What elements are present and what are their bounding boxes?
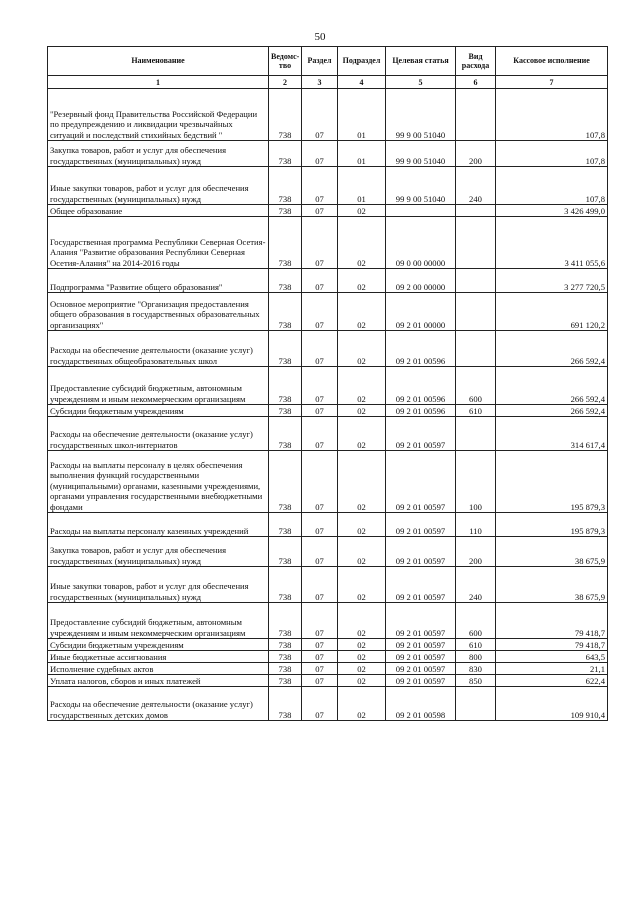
row-name-cell: Субсидии бюджетным учреждениям [48,405,269,417]
row-target-article-cell: 09 2 01 00598 [386,687,456,721]
column-number: 4 [338,76,386,89]
row-section-cell: 07 [302,417,338,451]
row-amount-cell: 314 617,4 [496,417,608,451]
row-subsection-cell: 02 [338,331,386,367]
row-section-cell: 07 [302,367,338,405]
table-row [48,205,608,217]
row-target-article-cell: 09 2 01 00597 [386,651,456,663]
row-name-cell: Иные закупки товаров, работ и услуг для обеспечения государственных (муниципальных) нужд [48,567,269,603]
table-row [48,417,608,451]
row-section-cell: 07 [302,537,338,567]
row-name-cell: Государственная программа Республики Северная Осетия-Алания "Развитие образования Республики Северная Осетия-Алания" на 2014-2016 годы [48,217,269,269]
table-row [48,687,608,721]
row-target-article-cell: 99 9 00 51040 [386,89,456,141]
header-cash-execution: Кассовое исполнение [496,47,608,76]
row-department-cell: 738 [269,675,302,687]
row-section-cell: 07 [302,687,338,721]
row-expense-type-cell: 240 [456,167,496,205]
row-subsection-cell: 02 [338,651,386,663]
row-section-cell: 07 [302,603,338,639]
column-number: 1 [48,76,269,89]
table-row [48,367,608,405]
row-expense-type-cell: 830 [456,663,496,675]
row-section-cell: 07 [302,89,338,141]
row-subsection-cell: 02 [338,687,386,721]
row-amount-cell: 3 411 055,6 [496,217,608,269]
row-amount-cell: 107,8 [496,141,608,167]
row-name-cell: Расходы на выплаты персоналу казенных учреждений [48,513,269,537]
row-subsection-cell: 02 [338,205,386,217]
row-department-cell: 738 [269,205,302,217]
column-number: 7 [496,76,608,89]
header-section: Раздел [302,47,338,76]
row-name-cell: Иные закупки товаров, работ и услуг для обеспечения государственных (муниципальных) нужд [48,167,269,205]
row-subsection-cell: 02 [338,603,386,639]
row-target-article-cell: 09 2 01 00597 [386,603,456,639]
row-expense-type-cell: 850 [456,675,496,687]
row-amount-cell: 195 879,3 [496,513,608,537]
row-department-cell: 738 [269,513,302,537]
row-amount-cell: 266 592,4 [496,367,608,405]
row-subsection-cell: 01 [338,141,386,167]
row-expense-type-cell: 240 [456,567,496,603]
row-subsection-cell: 02 [338,217,386,269]
row-target-article-cell: 09 2 01 00597 [386,567,456,603]
table-row [48,269,608,293]
row-section-cell: 07 [302,269,338,293]
row-name-cell: Общее образование [48,205,269,217]
page-number: 50 [314,31,326,43]
row-expense-type-cell: 800 [456,651,496,663]
row-amount-cell: 195 879,3 [496,451,608,513]
row-subsection-cell: 02 [338,663,386,675]
row-department-cell: 738 [269,639,302,651]
row-expense-type-cell: 610 [456,639,496,651]
row-name-cell: Расходы на обеспечение деятельности (оказание услуг) государственных школ-интернатов [48,417,269,451]
table-row [48,451,608,513]
row-amount-cell: 21,1 [496,663,608,675]
row-expense-type-cell [456,89,496,141]
row-section-cell: 07 [302,567,338,603]
row-section-cell: 07 [302,451,338,513]
row-subsection-cell: 02 [338,639,386,651]
row-department-cell: 738 [269,89,302,141]
column-number: 3 [302,76,338,89]
table-row [48,167,608,205]
row-amount-cell: 622,4 [496,675,608,687]
column-number: 2 [269,76,302,89]
row-expense-type-cell: 610 [456,405,496,417]
row-name-cell: Закупка товаров, работ и услуг для обеспечения государственных (муниципальных) нужд [48,537,269,567]
row-name-cell: Предоставление субсидий бюджетным, автономным учреждениям и иным некоммерческим организациям [48,603,269,639]
row-subsection-cell: 02 [338,293,386,331]
row-expense-type-cell [456,293,496,331]
row-amount-cell: 266 592,4 [496,331,608,367]
row-department-cell: 738 [269,405,302,417]
row-expense-type-cell: 200 [456,141,496,167]
table-row [48,89,608,141]
row-target-article-cell: 99 9 00 51040 [386,141,456,167]
row-subsection-cell: 02 [338,367,386,405]
row-section-cell: 07 [302,217,338,269]
row-target-article-cell: 09 2 01 00000 [386,293,456,331]
header-expense-type: Вид расхода [456,47,496,76]
row-target-article-cell: 09 0 00 00000 [386,217,456,269]
table-row [48,675,608,687]
row-expense-type-cell [456,687,496,721]
row-department-cell: 738 [269,537,302,567]
row-target-article-cell: 09 2 00 00000 [386,269,456,293]
row-target-article-cell: 09 2 01 00597 [386,663,456,675]
row-expense-type-cell: 600 [456,603,496,639]
row-section-cell: 07 [302,331,338,367]
row-target-article-cell: 09 2 01 00597 [386,675,456,687]
table-row [48,603,608,639]
row-name-cell: Основное мероприятие "Организация предоставления общего образования в государственных образовательных организациях" [48,293,269,331]
row-department-cell: 738 [269,451,302,513]
table-body [48,89,608,721]
row-target-article-cell: 09 2 01 00596 [386,367,456,405]
column-number: 5 [386,76,456,89]
table-row [48,639,608,651]
row-department-cell: 738 [269,217,302,269]
header-target-article: Целевая статья [386,47,456,76]
row-amount-cell: 266 592,4 [496,405,608,417]
row-department-cell: 738 [269,567,302,603]
row-department-cell: 738 [269,603,302,639]
row-section-cell: 07 [302,651,338,663]
row-section-cell: 07 [302,513,338,537]
row-subsection-cell: 01 [338,167,386,205]
row-amount-cell: 3 277 720,5 [496,269,608,293]
row-subsection-cell: 02 [338,451,386,513]
row-amount-cell: 691 120,2 [496,293,608,331]
row-name-cell: Расходы на обеспечение деятельности (оказание услуг) государственных детских домов [48,687,269,721]
row-expense-type-cell: 600 [456,367,496,405]
row-amount-cell: 643,5 [496,651,608,663]
row-amount-cell: 38 675,9 [496,537,608,567]
row-amount-cell: 79 418,7 [496,603,608,639]
header-subsection: Подраздел [338,47,386,76]
row-name-cell: Предоставление субсидий бюджетным, автономным учреждениям и иным некоммерческим организациям [48,367,269,405]
row-expense-type-cell: 100 [456,451,496,513]
row-subsection-cell: 02 [338,513,386,537]
row-department-cell: 738 [269,417,302,451]
row-name-cell: Субсидии бюджетным учреждениям [48,639,269,651]
row-amount-cell: 3 426 499,0 [496,205,608,217]
row-name-cell: Подпрограмма "Развитие общего образования" [48,269,269,293]
row-department-cell: 738 [269,651,302,663]
row-section-cell: 07 [302,405,338,417]
row-department-cell: 738 [269,687,302,721]
table-row [48,217,608,269]
row-department-cell: 738 [269,141,302,167]
row-department-cell: 738 [269,167,302,205]
row-name-cell: Иные бюджетные ассигнования [48,651,269,663]
row-target-article-cell: 09 2 01 00596 [386,331,456,367]
row-name-cell: Расходы на выплаты персоналу в целях обеспечения выполнения функций государственными (муниципальными) органами, казенными учреждениями, органами управления государственными внебюджетными фондами [48,451,269,513]
header-name: Наименование [48,47,269,76]
row-section-cell: 07 [302,141,338,167]
row-expense-type-cell [456,331,496,367]
row-subsection-cell: 02 [338,269,386,293]
row-section-cell: 07 [302,663,338,675]
table-row [48,293,608,331]
table-row [48,663,608,675]
row-name-cell: Закупка товаров, работ и услуг для обеспечения государственных (муниципальных) нужд [48,141,269,167]
table-row [48,331,608,367]
header-department: Ведомс-тво [269,47,302,76]
row-subsection-cell: 01 [338,89,386,141]
row-amount-cell: 38 675,9 [496,567,608,603]
row-name-cell: Исполнение судебных актов [48,663,269,675]
column-number: 6 [456,76,496,89]
row-target-article-cell: 09 2 01 00597 [386,639,456,651]
row-amount-cell: 109 910,4 [496,687,608,721]
row-section-cell: 07 [302,293,338,331]
row-expense-type-cell [456,269,496,293]
row-target-article-cell: 99 9 00 51040 [386,167,456,205]
table-row [48,567,608,603]
row-target-article-cell: 09 2 01 00597 [386,537,456,567]
row-subsection-cell: 02 [338,417,386,451]
row-department-cell: 738 [269,269,302,293]
row-target-article-cell: 09 2 01 00597 [386,451,456,513]
row-expense-type-cell [456,205,496,217]
row-subsection-cell: 02 [338,537,386,567]
row-section-cell: 07 [302,675,338,687]
table-row [48,537,608,567]
row-amount-cell: 107,8 [496,167,608,205]
row-target-article-cell: 09 2 01 00597 [386,417,456,451]
row-expense-type-cell: 200 [456,537,496,567]
row-subsection-cell: 02 [338,567,386,603]
column-number-row [48,76,608,89]
row-name-cell: Уплата налогов, сборов и иных платежей [48,675,269,687]
row-subsection-cell: 02 [338,405,386,417]
row-subsection-cell: 02 [338,675,386,687]
row-target-article-cell: 09 2 01 00597 [386,513,456,537]
table-row [48,651,608,663]
row-amount-cell: 107,8 [496,89,608,141]
row-target-article-cell: 09 2 01 00596 [386,405,456,417]
row-expense-type-cell [456,417,496,451]
row-section-cell: 07 [302,205,338,217]
row-department-cell: 738 [269,293,302,331]
table-row [48,405,608,417]
row-department-cell: 738 [269,331,302,367]
budget-table [47,46,608,721]
row-department-cell: 738 [269,367,302,405]
row-section-cell: 07 [302,167,338,205]
row-name-cell: Расходы на обеспечение деятельности (оказание услуг) государственных общеобразовательных школ [48,331,269,367]
table-row [48,513,608,537]
row-expense-type-cell: 110 [456,513,496,537]
row-amount-cell: 79 418,7 [496,639,608,651]
row-section-cell: 07 [302,639,338,651]
header-row [48,47,608,76]
table-row [48,141,608,167]
row-expense-type-cell [456,217,496,269]
row-name-cell: "Резервный фонд Правительства Российской Федерации по предупреждению и ликвидации чрезвычайных ситуаций и последствий стихийных бедствий " [48,89,269,141]
row-department-cell: 738 [269,663,302,675]
row-target-article-cell [386,205,456,217]
